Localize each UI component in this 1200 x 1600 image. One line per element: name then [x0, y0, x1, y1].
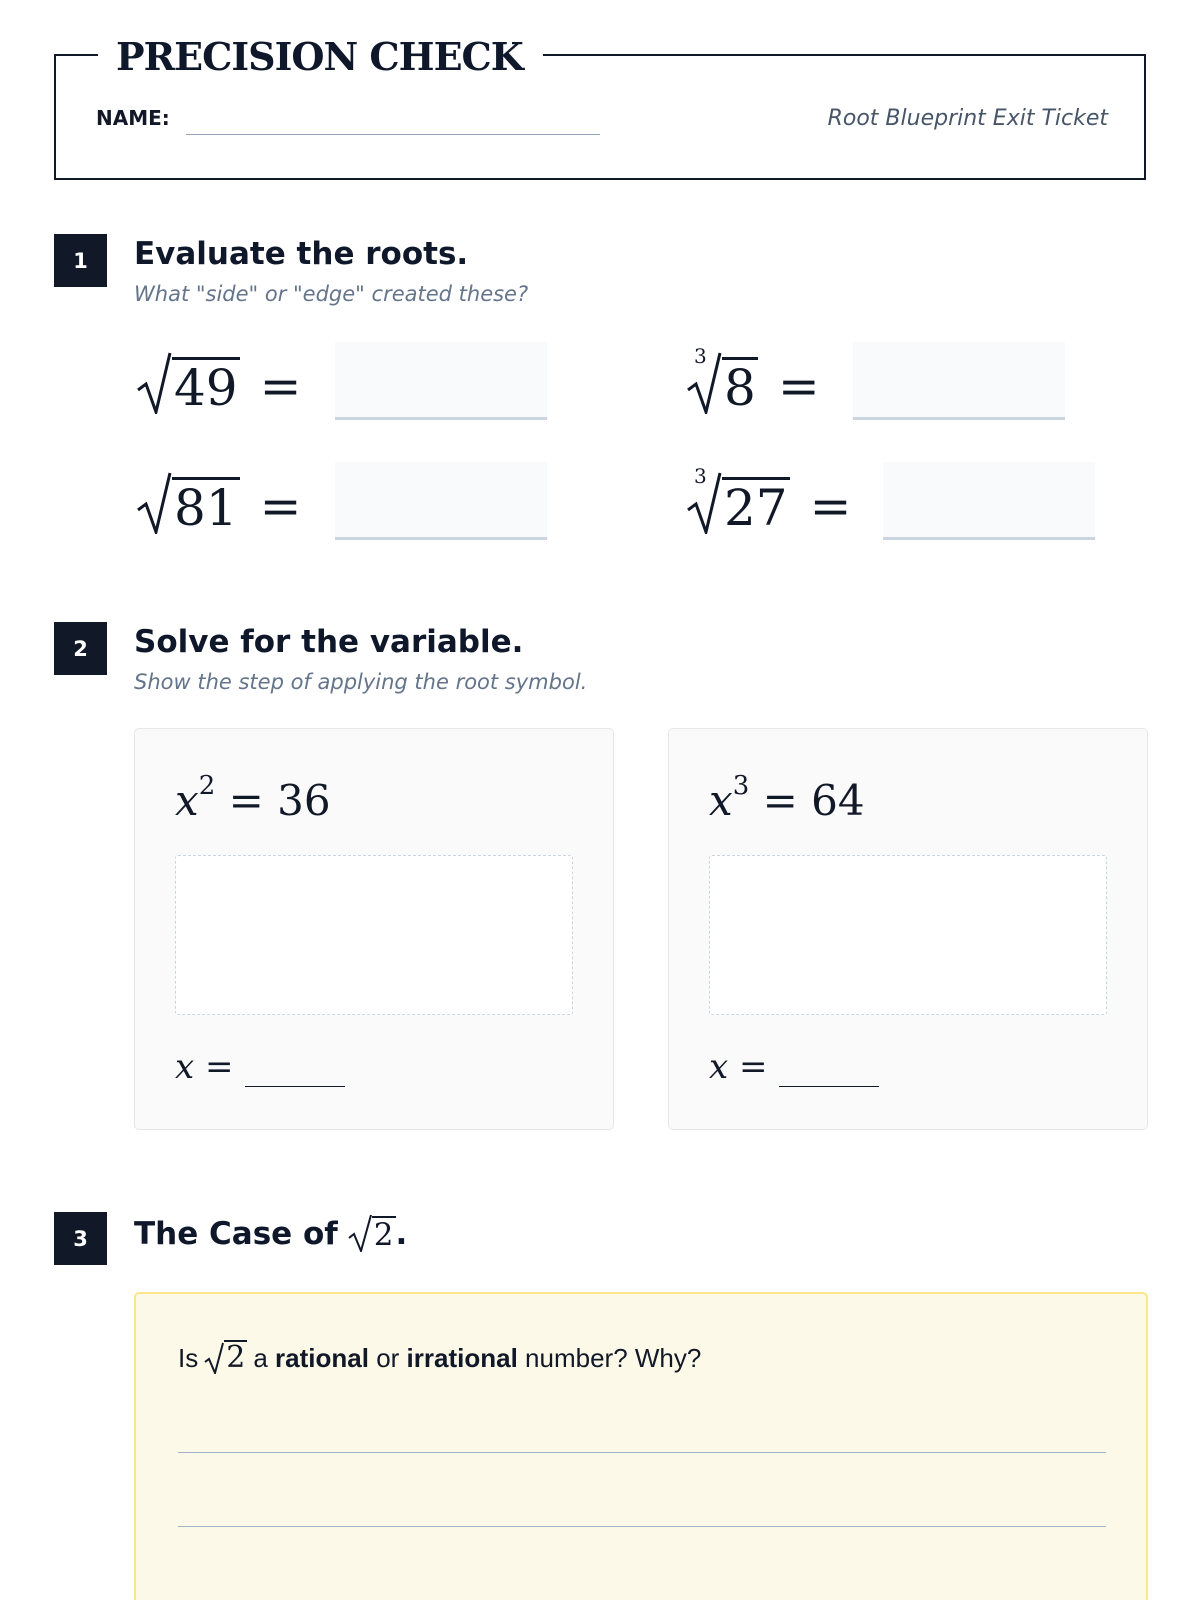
- equation-rhs: = 36: [228, 776, 331, 825]
- radical-sign: [686, 344, 758, 417]
- answer-blank[interactable]: [245, 1057, 345, 1087]
- section-subtitle: What "side" or "edge" created these?: [134, 282, 529, 306]
- answer-label: x =: [175, 1047, 234, 1087]
- radical-sign: [136, 352, 240, 417]
- root-index: 3: [694, 344, 707, 368]
- section-title: Solve for the variable.: [134, 624, 524, 660]
- equation-rhs: = 64: [762, 776, 865, 825]
- answer-input[interactable]: [883, 462, 1095, 540]
- equals-sign: =: [259, 477, 302, 535]
- equals-sign: =: [777, 357, 820, 415]
- variable: x: [709, 776, 733, 825]
- radical-sign: [204, 1340, 247, 1374]
- equation: [709, 767, 865, 826]
- section-title-text: The Case of: [134, 1216, 338, 1252]
- answer-row: [175, 1047, 345, 1087]
- radical-sign: [136, 472, 240, 537]
- equation: [175, 767, 331, 826]
- root-expression: [136, 352, 302, 417]
- radicand: 2: [373, 1217, 394, 1253]
- writing-line[interactable]: [178, 1452, 1106, 1453]
- radicand: 8: [724, 359, 756, 417]
- equals-sign: =: [809, 477, 852, 535]
- section-number-badge: 2: [54, 622, 107, 675]
- work-area[interactable]: [175, 855, 573, 1015]
- exponent: 3: [732, 771, 750, 801]
- variable: x: [175, 776, 199, 825]
- section-subtitle: Show the step of applying the root symbol.: [134, 670, 588, 694]
- answer-input[interactable]: [335, 342, 547, 420]
- radicand: 27: [724, 479, 788, 537]
- question-part: number? Why?: [525, 1343, 702, 1373]
- radicand: 81: [174, 479, 238, 537]
- name-label: NAME:: [96, 106, 170, 130]
- radical-sign: [686, 464, 790, 537]
- root-expression: [686, 464, 852, 537]
- problem-card: [668, 728, 1148, 1130]
- section-title: Evaluate the roots.: [134, 236, 469, 272]
- answer-label: x =: [709, 1047, 768, 1087]
- ticket-label: Root Blueprint Exit Ticket: [827, 106, 1108, 131]
- answer-input[interactable]: [853, 342, 1065, 420]
- section-number-badge: 3: [54, 1212, 107, 1265]
- question-text: [178, 1340, 701, 1374]
- radicand: 49: [174, 359, 238, 417]
- work-area[interactable]: [709, 855, 1107, 1015]
- question-part: or: [376, 1343, 400, 1373]
- root-index: 3: [694, 464, 707, 488]
- question-box: [134, 1292, 1148, 1600]
- writing-line[interactable]: [178, 1526, 1106, 1527]
- problem-card: [134, 728, 614, 1130]
- radicand: 2: [226, 1340, 246, 1375]
- radical-sign: [348, 1214, 396, 1252]
- section-number-badge: 1: [54, 234, 107, 287]
- section-title-suffix: .: [395, 1216, 408, 1252]
- question-part: Is: [178, 1343, 199, 1373]
- answer-blank[interactable]: [779, 1057, 879, 1087]
- exponent: 2: [198, 771, 216, 801]
- answer-input[interactable]: [335, 462, 547, 540]
- name-input-line[interactable]: [186, 134, 600, 135]
- root-expression: [686, 344, 820, 417]
- equals-sign: =: [259, 357, 302, 415]
- answer-row: [709, 1047, 879, 1087]
- question-part: a: [253, 1343, 268, 1373]
- question-emphasis: rational: [275, 1343, 369, 1373]
- section-title: [134, 1214, 407, 1252]
- question-emphasis: irrational: [406, 1343, 518, 1373]
- page-title: PRECISION CHECK: [98, 34, 543, 80]
- root-expression: [136, 472, 302, 537]
